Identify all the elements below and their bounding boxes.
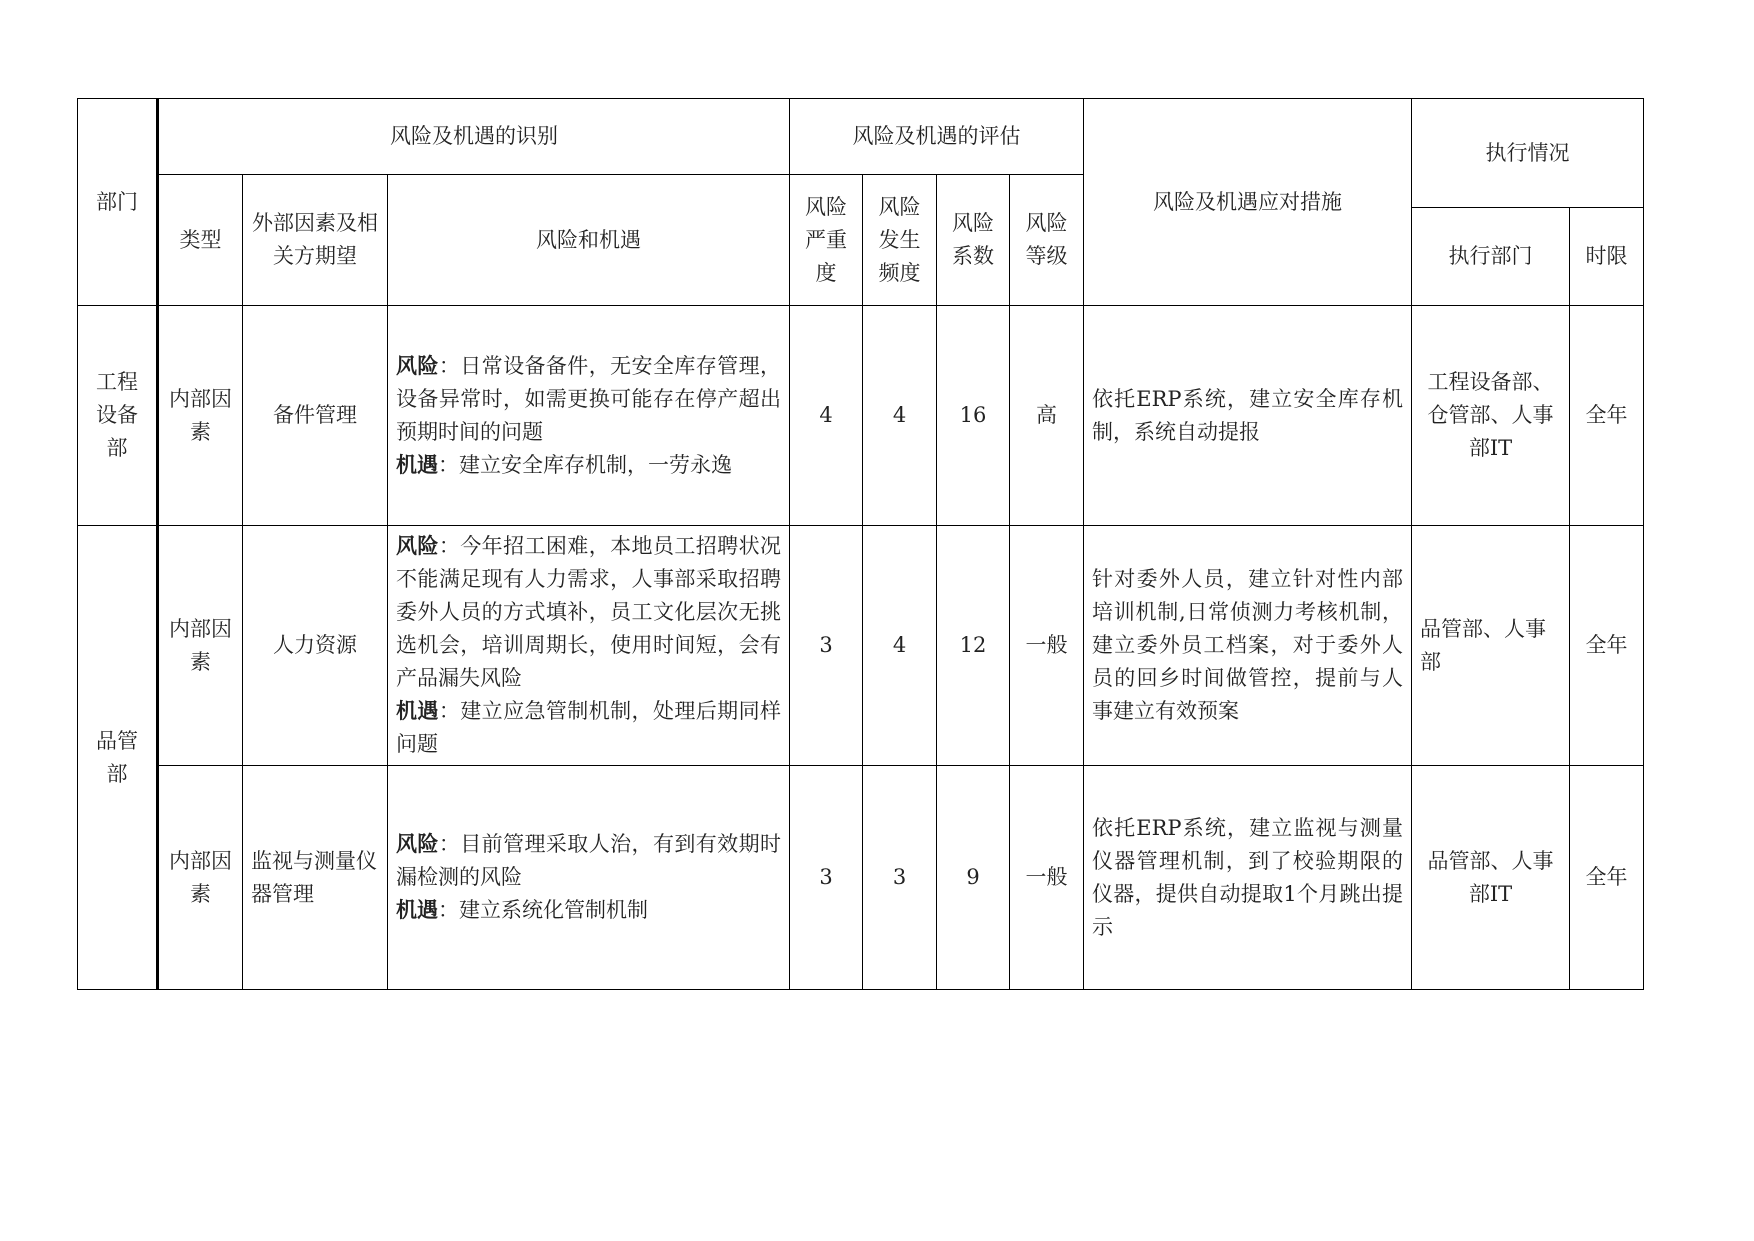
header-level: 风险等级 [1010,175,1084,306]
header-identification: 风险及机遇的识别 [158,99,790,175]
exec-dept-cell: 品管部、人事部 [1412,526,1570,766]
table-row [78,526,1644,766]
header-measures: 风险及机遇应对措施 [1084,99,1412,306]
risk-label: 风险 [396,534,439,558]
table-row [78,306,1644,526]
type-cell: 内部因素 [158,306,243,526]
table-row [78,766,1644,990]
header-frequency: 风险发生频度 [863,175,937,306]
severity-cell: 3 [790,526,863,766]
opportunity-label: 机遇 [396,898,438,922]
deadline-cell: 全年 [1570,526,1644,766]
factor-cell: 监视与测量仪器管理 [243,766,388,990]
frequency-cell: 4 [863,306,937,526]
risk-text: ：今年招工困难，本地员工招聘状况不能满足现有人力需求，人事部采取招聘委外人员的方式填补，员工文化层次无挑选机会，培训周期长，使用时间短，会有产品漏失风险 [396,534,782,690]
coefficient-cell: 9 [937,766,1010,990]
risk-opportunity-cell [388,766,790,990]
exec-dept-cell: 工程设备部、仓管部、人事部IT [1412,306,1570,526]
risk-assessment-table [77,98,1644,990]
level-cell: 一般 [1010,766,1084,990]
opportunity-label: 机遇 [396,699,439,723]
level-cell: 高 [1010,306,1084,526]
opportunity-text: ：建立安全库存机制，一劳永逸 [438,452,732,477]
header-coefficient: 风险系数 [937,175,1010,306]
header-deadline: 时限 [1570,208,1644,306]
header-exec-dept: 执行部门 [1412,208,1570,306]
risk-label: 风险 [396,832,439,856]
coefficient-cell: 12 [937,526,1010,766]
type-cell: 内部因素 [158,766,243,990]
factor-cell: 备件管理 [243,306,388,526]
frequency-cell: 3 [863,766,937,990]
factor-cell: 人力资源 [243,526,388,766]
risk-text: ：日常设备备件，无安全库存管理，设备异常时，如需更换可能存在停产超出预期时间的问题 [396,353,782,444]
coefficient-cell: 16 [937,306,1010,526]
header-risk-opportunity: 风险和机遇 [388,175,790,306]
header-external: 外部因素及相关方期望 [243,175,388,306]
risk-label: 风险 [396,353,439,378]
header-evaluation: 风险及机遇的评估 [790,99,1084,175]
level-cell: 一般 [1010,526,1084,766]
severity-cell: 4 [790,306,863,526]
deadline-cell: 全年 [1570,306,1644,526]
header-dept: 部门 [78,99,158,306]
measure-cell: 依托ERP系统，建立安全库存机制，系统自动提报 [1084,306,1412,526]
header-row [78,99,1644,175]
header-severity: 风险严重度 [790,175,863,306]
opportunity-label: 机遇 [396,452,438,477]
opportunity-text: ：建立应急管制机制，处理后期同样问题 [396,699,782,756]
measure-cell: 针对委外人员，建立针对性内部培训机制,日常侦测力考核机制，建立委外员工档案，对于委外人员的回乡时间做管控，提前与人事建立有效预案 [1084,526,1412,766]
risk-opportunity-cell [388,526,790,766]
frequency-cell: 4 [863,526,937,766]
header-type: 类型 [158,175,243,306]
measure-cell: 依托ERP系统，建立监视与测量仪器管理机制，到了校验期限的仪器，提供自动提取1个月跳出提示 [1084,766,1412,990]
header-execution: 执行情况 [1412,99,1644,208]
severity-cell: 3 [790,766,863,990]
exec-dept-cell: 品管部、人事部IT [1412,766,1570,990]
risk-opportunity-cell [388,306,790,526]
opportunity-text: ：建立系统化管制机制 [438,898,648,922]
dept-cell: 品管部 [78,526,158,990]
dept-cell: 工程设备部 [78,306,158,526]
deadline-cell: 全年 [1570,766,1644,990]
type-cell: 内部因素 [158,526,243,766]
risk-text: ：目前管理采取人治，有到有效期时漏检测的风险 [396,832,782,889]
